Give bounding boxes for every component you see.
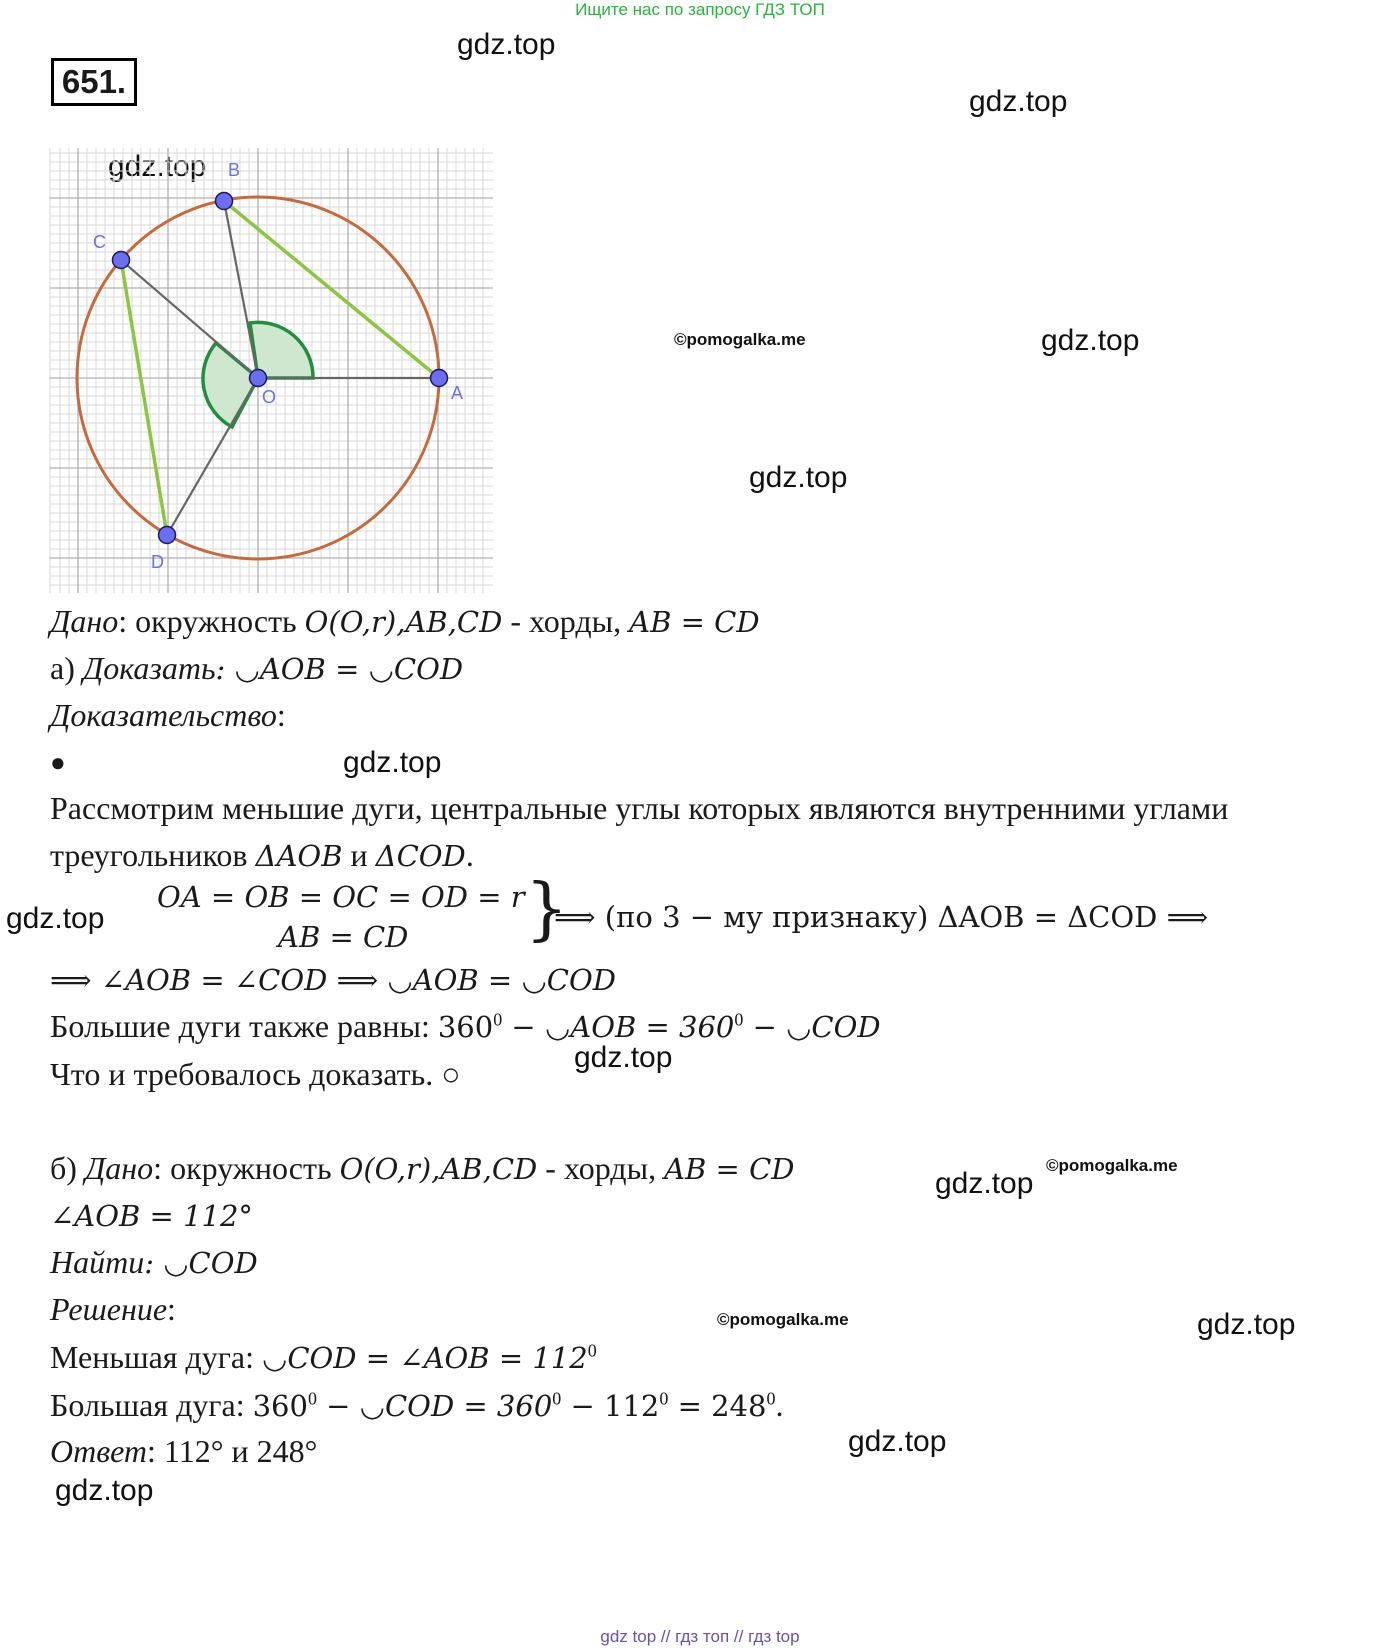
point-d (159, 527, 176, 544)
proof-heading: Доказательство: (50, 697, 286, 733)
prove-line-a: а) Доказать: ◡AOB = ◡COD (50, 650, 464, 686)
watermark-pomogalka: ©pomogalka.me (1046, 1156, 1178, 1175)
point-c (113, 252, 130, 269)
small-arc-line: Меньшая дуга: ◡COD = ∠AOB = $112^0$ (50, 1339, 597, 1375)
watermark-gdz: gdz.top (55, 1474, 154, 1507)
watermark-gdz: gdz.top (343, 746, 442, 779)
proof-conclusion: Что и требовалось доказать. ○ (50, 1056, 461, 1092)
watermark-pomogalka: ©pomogalka.me (717, 1310, 849, 1329)
watermark-gdz: gdz.top (1197, 1308, 1296, 1341)
footer-links[interactable]: gdz top // гдз топ // гдз top (600, 1627, 800, 1646)
problem-number: 651. (51, 58, 137, 106)
watermark-gdz: gdz.top (457, 28, 556, 61)
given-line-b: б) Дано: окружность O(O,r),AB,CD - хорды, AB = CD (50, 1150, 795, 1186)
label-o: O (262, 387, 277, 407)
proof-line-1: Рассмотрим меньшие дуги, центральные углы которых являются внутренними углами (50, 790, 1229, 826)
proof-line-4: ⟹ ∠AOB = ∠COD ⟹ ◡AOB = ◡COD (50, 963, 616, 997)
find-line-b: Найти: ◡COD (50, 1244, 258, 1280)
label-a: A (451, 383, 464, 403)
watermark-gdz: gdz.top (969, 85, 1068, 118)
point-b (216, 193, 233, 210)
system-brace: } (525, 870, 569, 949)
point-a (431, 370, 448, 387)
big-arc-line: Большая дуга: $360^0$ − ◡COD = $360^0 - 112^0 = 248^0$. (50, 1387, 784, 1423)
given-line-a: Дано: окружность O(O,r),AB,CD - хорды, AB = CD (50, 603, 760, 639)
watermark-pomogalka: ©pomogalka.me (674, 330, 806, 349)
point-o (250, 370, 267, 387)
watermark-gdz: gdz.top (6, 902, 105, 935)
watermark-gdz: gdz.top (574, 1041, 673, 1074)
proof-line-2: треугольников ΔAOB и ΔCOD. (50, 837, 474, 873)
circle-diagram (45, 148, 500, 598)
watermark-gdz: gdz.top (848, 1425, 947, 1458)
solution-heading: Решение: (50, 1291, 176, 1327)
watermark-gdz: gdz.top (1041, 324, 1140, 357)
chord-cd (121, 260, 167, 535)
answer-line: Ответ: 112° и 248° (50, 1433, 318, 1469)
system-line-1: OA = OB = OC = OD = r (157, 880, 525, 914)
label-d: D (151, 552, 164, 572)
system-line-2: AB = CD (278, 920, 409, 954)
label-c: C (93, 232, 106, 252)
watermark-gdz: gdz.top (749, 461, 848, 494)
proof-line-5: Большие дуги также равны: $360^0$ − ◡AOB = $360^0$ − ◡COD (50, 1008, 881, 1044)
implication-line: ⟹ (по 3 − му признаку) ΔAOB = ΔCOD ⟹ (554, 900, 1209, 934)
watermark-gdz: gdz.top (935, 1167, 1034, 1200)
given-angle-b: ∠AOB = 112° (50, 1199, 253, 1233)
bullet: ● (50, 748, 66, 777)
search-banner: Ищите нас по запросу ГДЗ ТОП (575, 0, 825, 19)
label-b: B (228, 160, 241, 180)
watermark-gdz: gdz.top (108, 150, 207, 183)
